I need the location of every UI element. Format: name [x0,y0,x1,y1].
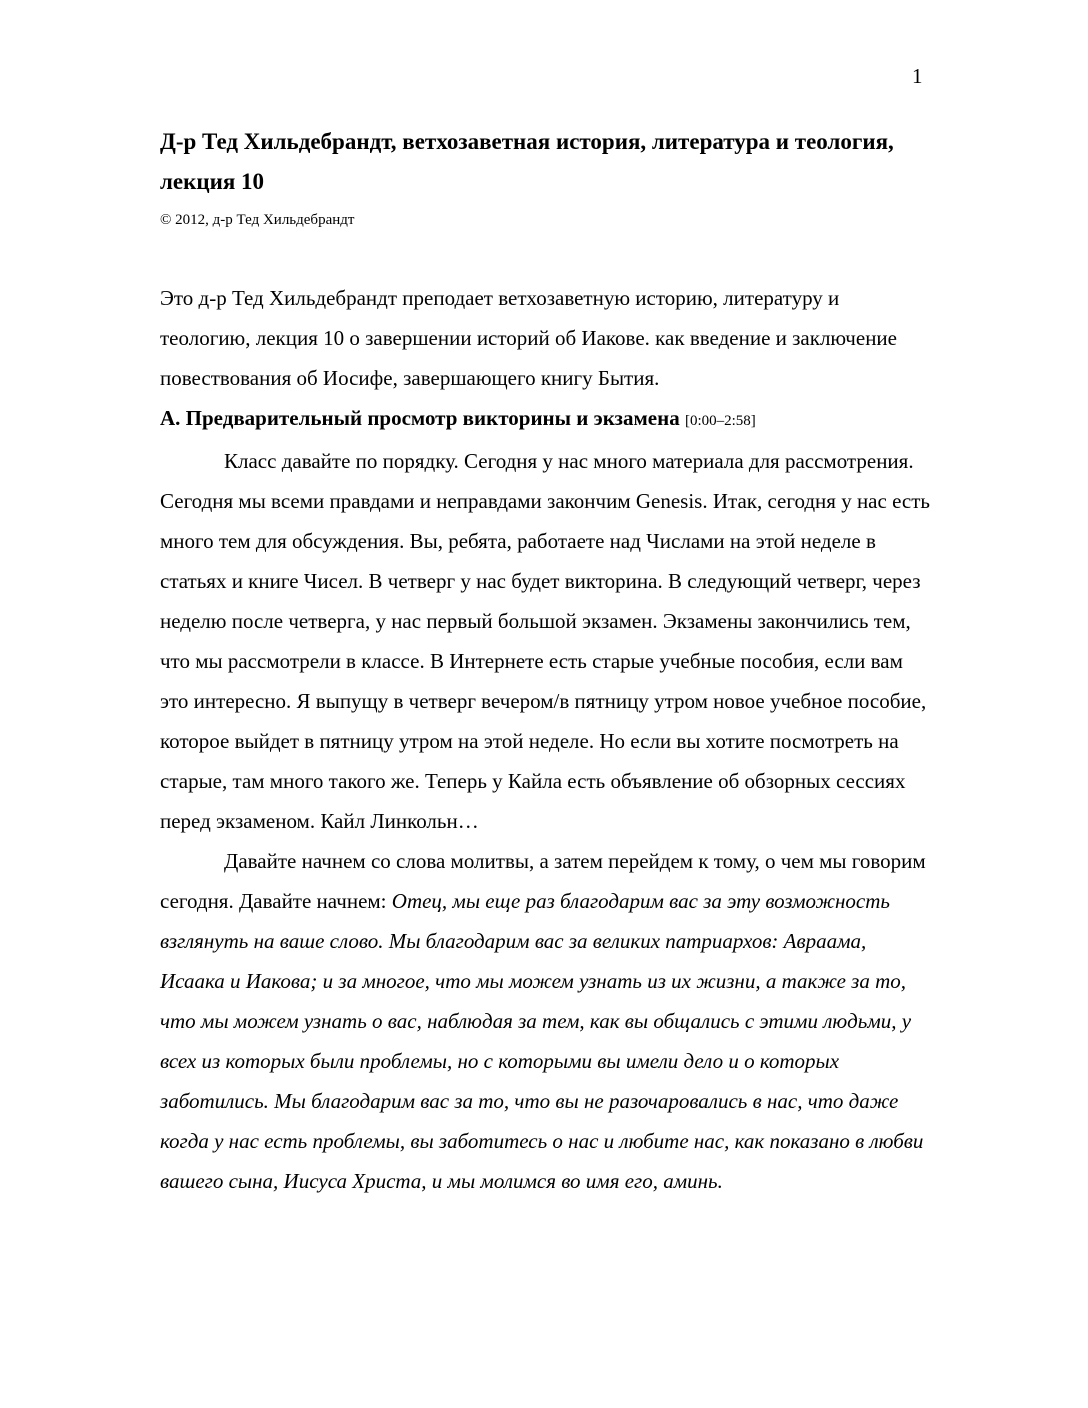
intro-paragraph: Это д-р Тед Хильдебрандт преподает ветхозаветную историю, литературу и теологию, лекция 10 о завершении историй об Иакове. как введение и заключение повествования об Иосифе, завершающего книгу Бытия. [160,286,897,390]
prayer-text: Отец, мы еще раз благодарим вас за эту возможность взглянуть на ваше слово. Мы благодарим вас за великих патриархов: Авраама, Исаака и Иакова; и за многое, что мы можем узнать из их жизни, а также за то, что мы можем узнать о вас, наблюдая за тем, как вы общались с этими людьми, у всех из которых были проблемы, но с которыми вы имели дело и о которых заботились. Мы благодарим вас за то, что вы не разочаровались в нас, что даже когда у нас есть проблемы, вы заботитесь о нас и любите нас, как показано в любви вашего сына, Иисуса Христа, и мы молимся во имя его, аминь. [160,889,924,1193]
document-title: Д-р Тед Хильдебрандт, ветхозаветная история, литература и теология, лекция 10 [160,129,894,194]
copyright-line: © 2012, д-р Тед Хильдебрандт [160,212,355,228]
section-heading-text: А. Предварительный просмотр викторины и экзамена [160,406,680,430]
section-timestamp: [0:00–2:58] [684,413,756,429]
document-body [160,278,932,1201]
paragraph-prayer [160,841,932,1201]
section-heading-a [160,398,932,441]
prayer-lead-text: Давайте начнем со слова молитвы, а затем перейдем к тому, о чем мы говорим сегодня. Давайте начнем: [160,849,926,913]
page-number: 1 [912,64,923,88]
paragraph-announcements: Класс давайте по порядку. Сегодня у нас много материала для рассмотрения. Сегодня мы всеми правдами и неправдами закончим Genesis. Итак, сегодня у нас есть много тем для обсуждения. Вы, ребята, работаете над Числами на этой неделе в статьях и книге Чисел. В четверг у нас будет викторина. В следующий четверг, через неделю после четверга, у нас первый большой экзамен. Экзамены закончились тем, что мы рассмотрели в классе. В Интернете есть старые учебные пособия, если вам это интересно. Я выпущу в четверг вечером/в пятницу утром новое учебное пособие, которое выйдет в пятницу утром на этой неделе. Но если вы хотите посмотреть на старые, там много такого же. Теперь у Кайла есть объявление об обзорных сессиях перед экзаменом. Кайл Линкольн… [160,449,930,833]
